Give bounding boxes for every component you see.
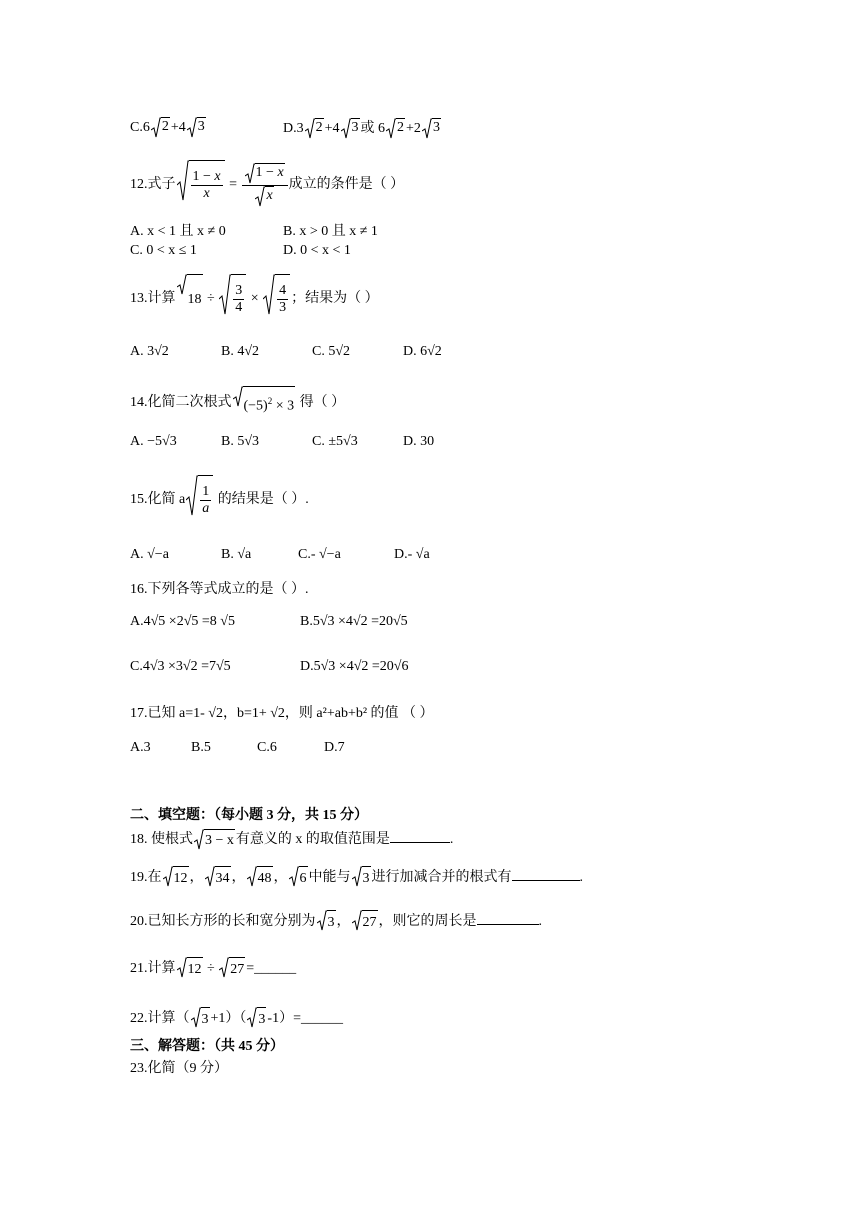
- q20-stem: 20.已知长方形的长和宽分别为 3 ， 27 ，则它的周长是 .: [130, 910, 542, 934]
- q16-option-b: B.5√3 ×4√2 =20√5: [300, 614, 408, 629]
- q15-option-d: D.- √a: [394, 547, 430, 562]
- q23-stem: 23.化简（9 分）: [130, 1061, 228, 1076]
- q16-stem: 16.下列各等式成立的是（ ）.: [130, 582, 309, 597]
- q16-option-d: D.5√3 ×4√2 =20√6: [300, 659, 409, 674]
- q14-option-b: B. 5√3: [221, 434, 260, 449]
- q17-option-a: A.3: [130, 740, 151, 755]
- section-3-heading: 三、解答题：（共 45 分）: [130, 1039, 284, 1054]
- q17-option-d: D.7: [324, 740, 345, 755]
- q16-option-c: C.4√3 ×3√2 =7√5: [130, 659, 231, 674]
- q14-option-c: C. ±5√3: [312, 434, 358, 449]
- q16-option-a: A.4√5 ×2√5 =8 √5: [130, 614, 235, 629]
- q14-option-d: D. 30: [403, 434, 435, 449]
- q13-option-d: D. 6√2: [403, 344, 442, 359]
- q15-option-c: C.- √−a: [298, 547, 341, 562]
- q13-option-b: B. 4√2: [221, 344, 260, 359]
- q13-option-a: A. 3√2: [130, 344, 169, 359]
- q11-option-c: C.6 2 +4 3: [130, 117, 207, 139]
- q22-stem: 22.计算（ 3 +1）（ 3 -1）=______: [130, 1007, 343, 1031]
- q18-answer-blank[interactable]: [390, 842, 450, 843]
- q20-answer-blank[interactable]: [477, 924, 539, 925]
- q12-stem: 12.式子 $\frac{1 - x}{x}$ = $\frac{1 - x}{x}$ 成立的条件是（ ）: [130, 160, 404, 210]
- q18-stem: 18. 使根式 3 − x 有意义的 x 的取值范围是 .: [130, 829, 453, 851]
- q11-option-d: D.3 2 +4 3 或 6 2 +2 3: [283, 117, 442, 140]
- q12-option-c: C. 0 < x ≤ 1: [130, 243, 197, 258]
- q17-option-b: B.5: [191, 740, 211, 755]
- q21-stem: 21.计算 12 ÷ 27 =______: [130, 957, 296, 981]
- q12-option-d: D. 0 < x < 1: [283, 243, 351, 258]
- q17-stem: 17.已知 a=1- √2，b=1+ √2，则 a²+ab+b² 的值 （ ）: [130, 706, 434, 721]
- q13-stem: 13.计算 18 ÷ $\frac{3}{4}$ × $\frac{4}{3}$ ；结果为（ ）: [130, 274, 379, 324]
- q12-option-b: B. x > 0 且 x ≠ 1: [283, 224, 378, 239]
- section-2-heading: 二、填空题：（每小题 3 分，共 15 分）: [130, 808, 368, 823]
- q12-option-a: A. x < 1 且 x ≠ 0: [130, 224, 226, 239]
- q17-option-c: C.6: [257, 740, 277, 755]
- q15-option-b: B. √a: [221, 547, 252, 562]
- q14-stem: 14.化简二次根式 $(-5)^2 \times 3$ 得（ ）: [130, 386, 345, 420]
- q14-option-a: A. −5√3: [130, 434, 177, 449]
- q15-option-a: A. √−a: [130, 547, 169, 562]
- q15-stem: 15.化简 a $\frac{1}{a}$ 的结果是（ ）.: [130, 475, 309, 525]
- q19-answer-blank[interactable]: [512, 880, 580, 881]
- q19-stem: 19.在 12 ， 34 ， 48 ， 6 中能与 3 进行加减合并的根式有 .: [130, 866, 583, 890]
- q13-option-c: C. 5√2: [312, 344, 351, 359]
